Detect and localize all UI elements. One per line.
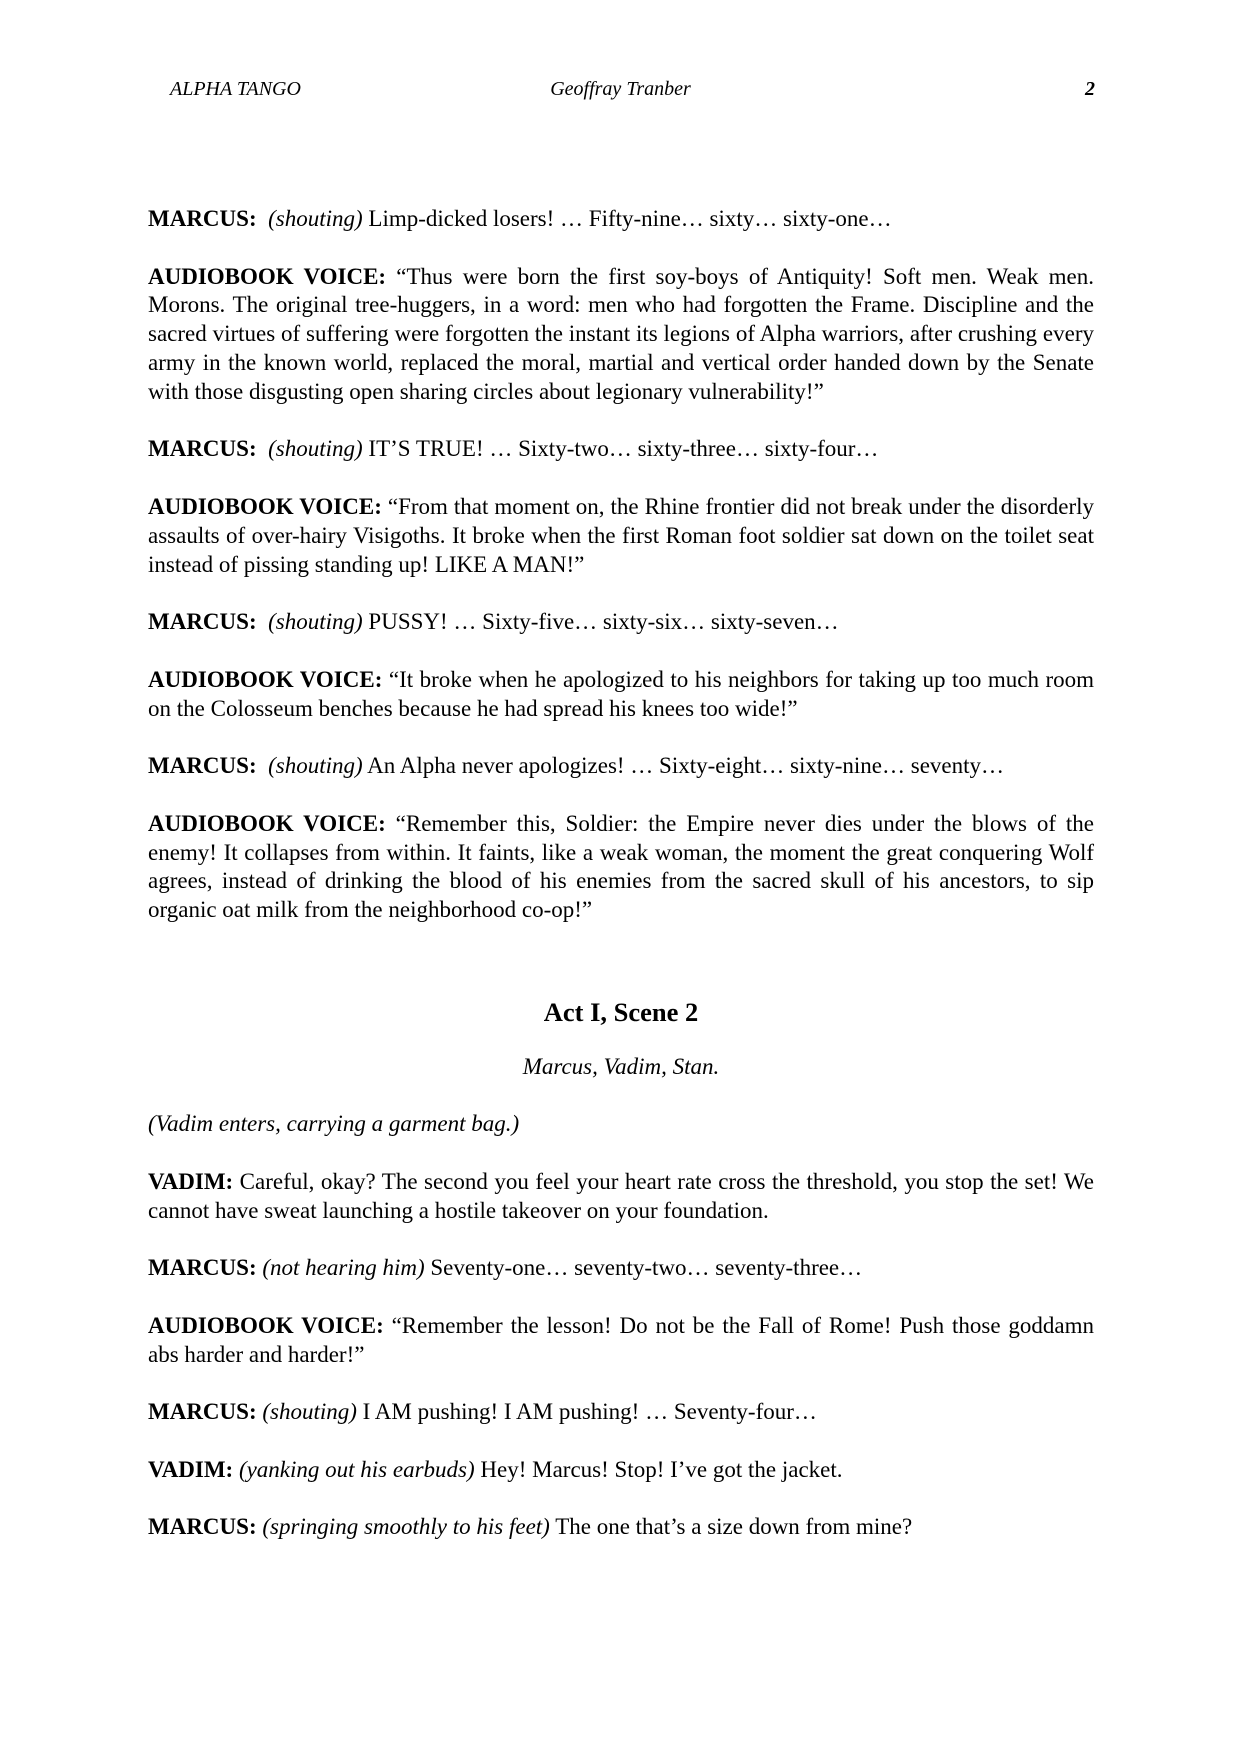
- speaker-name: MARCUS:: [148, 206, 257, 231]
- page-number: 2: [1085, 78, 1095, 100]
- speaker-name: VADIM:: [148, 1456, 234, 1482]
- stage-direction: (shouting): [268, 206, 363, 231]
- stage-direction: (shouting): [268, 609, 363, 635]
- dialogue-block-before: [148, 205, 1094, 925]
- dialogue-text: An Alpha never apologizes! … Sixty-eight… sixty-nine… seventy…: [367, 753, 1005, 779]
- dialogue-line: [148, 493, 1094, 579]
- dialogue-text: IT’S TRUE! … Sixty-two… sixty-three… sixty-four…: [368, 436, 879, 462]
- stage-direction: (yanking out his earbuds): [238, 1456, 475, 1482]
- speaker-name: MARCUS:: [148, 1399, 257, 1425]
- header-title: ALPHA TANGO: [170, 78, 301, 100]
- dialogue-line: [148, 1513, 1094, 1542]
- dialogue-line: [148, 608, 1094, 637]
- speaker-name: VADIM:: [148, 1168, 234, 1194]
- stage-direction: (not hearing him): [262, 1255, 425, 1281]
- speaker-name: AUDIOBOOK VOICE:: [148, 493, 382, 519]
- stage-direction-entrance: (Vadim enters, carrying a garment bag.): [148, 1111, 520, 1137]
- dialogue-block-after: [148, 1168, 1094, 1542]
- dialogue-line: [148, 666, 1094, 724]
- dialogue-line: [148, 205, 1094, 234]
- dialogue-text: “Remember the lesson! Do not be the Fall of Rome! Push those goddamn abs harder and harder!”: [148, 1312, 1095, 1367]
- dialogue-line: [148, 1456, 1094, 1485]
- script-body: [148, 205, 1094, 1571]
- scene-cast: Marcus, Vadim, Stan.: [522, 1053, 720, 1079]
- stage-direction: (shouting): [268, 436, 363, 462]
- dialogue-text: “Remember this, Soldier: the Empire never dies under the blows of the enemy! It collapses from within. It faints, like a weak woman, the moment the great conquering Wolf agrees, instead of drinking the blood of his enemies from the sacred skull of his ancestors, to sip organic oat milk from the neighborhood co-op!”: [148, 810, 1095, 923]
- dialogue-text: “Thus were born the first soy-boys of Antiquity! Soft men. Weak men. Morons. The original tree-huggers, in a word: men who had forgotten the Frame. Discipline and the sacred virtues of suffering were forgotten the instant its legions of Alpha warriors, after crushing every army in the known world, replaced the moral, martial and vertical order handed down by the Senate with those disgusting open sharing circles about legionary vulnerability!”: [148, 263, 1094, 404]
- dialogue-line: [148, 810, 1094, 925]
- dialogue-text: Limp-dicked losers! … Fifty-nine… sixty… sixty-one…: [368, 206, 892, 231]
- header-author: Geoffray Tranber: [550, 78, 691, 100]
- stage-direction: (springing smoothly to his feet): [262, 1514, 550, 1540]
- dialogue-line: [148, 1168, 1094, 1226]
- dialogue-line: [148, 1312, 1094, 1370]
- dialogue-line: [148, 1398, 1094, 1427]
- speaker-name: MARCUS:: [148, 436, 257, 462]
- dialogue-text: The one that’s a size down from mine?: [555, 1514, 913, 1540]
- speaker-name: MARCUS:: [148, 1514, 257, 1540]
- dialogue-line: [148, 752, 1094, 781]
- stage-direction: (shouting): [268, 753, 363, 779]
- dialogue-text: “From that moment on, the Rhine frontier did not break under the disorderly assaults of over-hairy Visigoths. It broke when the first Roman foot soldier sat down on the toilet seat instead of pissing standing up! LIKE A MAN!”: [148, 493, 1094, 577]
- stage-direction: (shouting): [262, 1399, 357, 1425]
- speaker-name: AUDIOBOOK VOICE:: [148, 263, 387, 289]
- dialogue-text: Seventy-one… seventy-two… seventy-three…: [430, 1255, 863, 1281]
- speaker-name: AUDIOBOOK VOICE:: [148, 666, 383, 692]
- dialogue-text: I AM pushing! I AM pushing! … Seventy-four…: [362, 1399, 817, 1425]
- dialogue-text: PUSSY! … Sixty-five… sixty-six… sixty-seven…: [368, 609, 839, 635]
- speaker-name: AUDIOBOOK VOICE:: [148, 810, 386, 836]
- speaker-name: MARCUS:: [148, 609, 257, 635]
- scene-heading: Act I, Scene 2: [543, 996, 699, 1027]
- dialogue-line: [148, 263, 1094, 407]
- speaker-name: MARCUS:: [148, 1255, 257, 1281]
- speaker-name: AUDIOBOOK VOICE:: [148, 1312, 384, 1338]
- dialogue-text: Hey! Marcus! Stop! I’ve got the jacket.: [480, 1456, 843, 1482]
- dialogue-line: [148, 435, 1094, 464]
- dialogue-line: [148, 1254, 1094, 1283]
- dialogue-text: Careful, okay? The second you feel your heart rate cross the threshold, you stop the set! We cannot have sweat launching a hostile takeover on your foundation.: [148, 1168, 1094, 1223]
- speaker-name: MARCUS:: [148, 753, 257, 779]
- dialogue-text: “It broke when he apologized to his neighbors for taking up too much room on the Colosseum benches because he had spread his knees too wide!”: [148, 666, 1095, 721]
